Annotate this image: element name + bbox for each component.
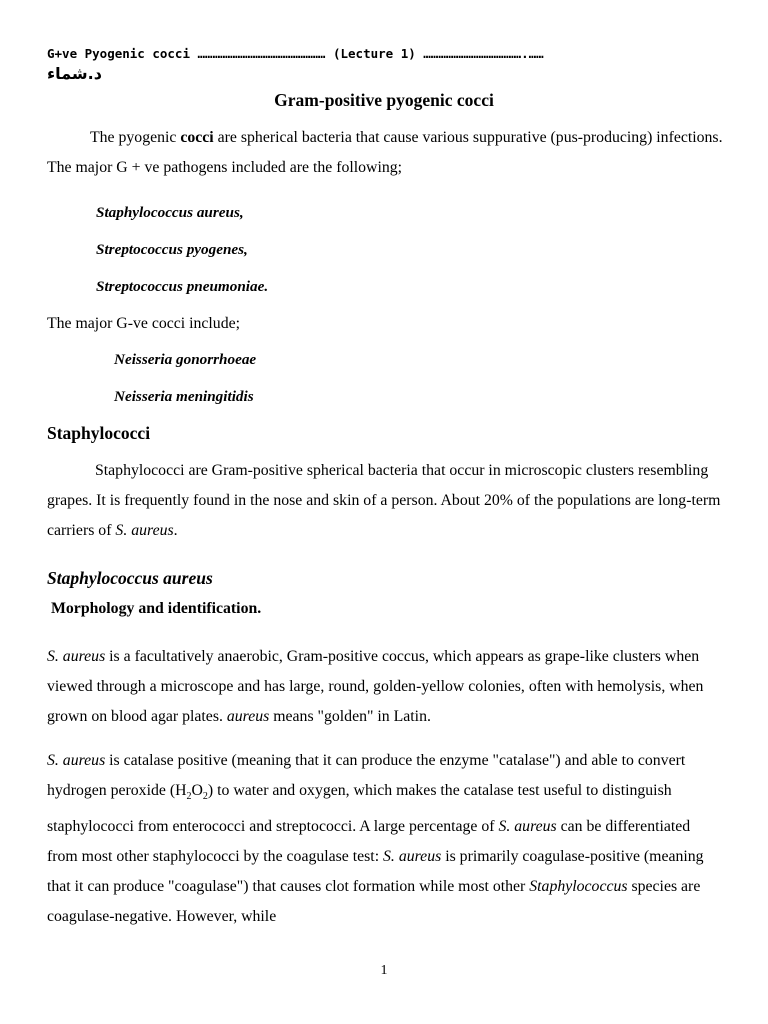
document-title: Gram-positive pyogenic cocci: [274, 90, 494, 110]
gpos-item-1: Staphylococcus aureus,: [96, 204, 244, 221]
p2-text-e: species are coagulase-negative. However, while: [47, 878, 701, 926]
gpos-item-2: Streptococcus pyogenes,: [96, 241, 248, 258]
subheading-morphology: Morphology and identification.: [51, 600, 262, 617]
page-number: 1: [380, 963, 388, 978]
gneg-item-1: Neisseria gonorrhoeae: [114, 351, 257, 368]
intro-text-b: are spherical bacteria that cause various suppurative (pus-producing) infections. The major G + ve pathogens included are the following;: [47, 129, 723, 176]
author-name: د.شماء: [47, 64, 102, 83]
intro-paragraph: [47, 123, 723, 183]
p1-text-a: is a facultatively anaerobic, Gram-positive coccus, which appears as grape-like clusters when viewed through a microscope and has large, round, golden-yellow colonies, often with hemolysis, when grown on blood agar plates.: [47, 648, 704, 725]
section-heading-saureus: Staphylococcus aureus: [47, 568, 213, 588]
gpos-item-3: Streptococcus pneumoniae.: [96, 278, 269, 295]
p1-text-b: means "golden" in Latin.: [269, 708, 431, 725]
p2-text-o: O: [191, 782, 203, 799]
p2-text-b: ) to water and oxygen, which makes the catalase test useful to distinguish staphylococci from enterococci and streptococci. A large percentage of: [47, 782, 672, 836]
p1-ital-2: aureus: [226, 708, 270, 725]
p2-ital-4: Staphylococcus: [529, 878, 628, 896]
staph-ital: S. aureus: [115, 522, 174, 539]
staph-text-a: Staphylococci are Gram-positive spherical bacteria that occur in microscopic clusters resembling grapes. It is frequently found in the nose and skin of a person. About 20% of the populations are long-term carriers of: [47, 462, 721, 539]
saureus-paragraph-1: [47, 642, 723, 732]
gneg-item-2: Neisseria meningitidis: [114, 388, 254, 405]
p2-text-c: can be differentiated from most other staphylococci by the coagulase test:: [47, 818, 691, 866]
p2-ital-2: S. aureus: [498, 818, 557, 836]
intro-text-a: The pyogenic: [90, 129, 181, 146]
section-heading-staphylococci: Staphylococci: [47, 423, 151, 443]
p1-ital-1: S. aureus: [47, 648, 106, 665]
staph-paragraph: [47, 456, 723, 546]
saureus-paragraph-2: [47, 746, 723, 932]
p2-sub-2: 2: [202, 791, 208, 803]
p2-sub-1: 2: [186, 791, 192, 803]
gneg-intro: The major G-ve cocci include;: [47, 315, 240, 332]
p2-ital-3: S. aureus: [383, 848, 442, 866]
staph-text-b: .: [173, 522, 178, 539]
running-header: G+ve Pyogenic cocci …………………………………………… (Lecture 1) ………………………………….……: [47, 46, 544, 61]
intro-bold-cocci: cocci: [180, 129, 214, 146]
p2-ital-1: S. aureus: [47, 752, 106, 769]
p2-text-d: is primarily coagulase-positive (meaning that it can produce "coagulase") that causes clot formation while most other: [47, 848, 704, 896]
p2-text-a: is catalase positive (meaning that it can produce the enzyme "catalase") and able to convert hydrogen peroxide (H: [47, 752, 686, 799]
